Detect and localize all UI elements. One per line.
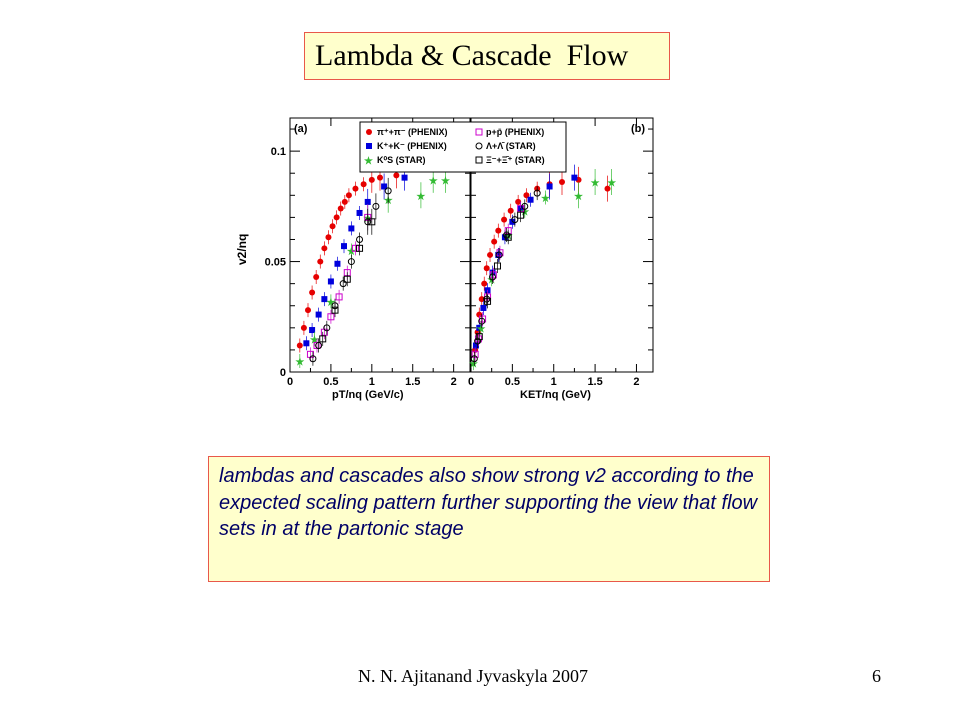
data-point — [515, 199, 521, 205]
x-tick-label: 0 — [467, 376, 475, 388]
x-axis-title-b: KET/nq (GeV) — [520, 389, 591, 401]
data-point: ★ — [440, 175, 450, 187]
data-point — [348, 225, 354, 231]
data-point — [334, 214, 340, 220]
data-point — [303, 340, 309, 346]
data-point — [393, 172, 399, 178]
note-text: lambdas and cascades also show strong v2 according to the expected scaling pattern further supporting the view that flow sets in at the partonic stage — [219, 465, 758, 540]
data-point: ★ — [476, 323, 486, 335]
data-point — [547, 183, 553, 189]
data-point: ★ — [416, 191, 426, 203]
data-point — [402, 175, 408, 181]
data-point — [338, 206, 344, 212]
y-tick-label: 0.1 — [270, 146, 286, 159]
data-point — [484, 265, 490, 271]
legend-label-pion: π⁺+π⁻ (PHENIX) — [377, 127, 448, 137]
data-point — [480, 305, 486, 311]
data-point — [297, 342, 303, 348]
data-point — [528, 197, 534, 203]
data-point: ★ — [607, 178, 617, 190]
data-point: ★ — [383, 195, 393, 207]
data-point — [309, 327, 315, 333]
page-number: 6 — [872, 666, 881, 686]
y-tick-label: 0 — [279, 367, 286, 379]
data-point — [321, 245, 327, 251]
x-axis-title-a: pT/nq (GeV/c) — [332, 389, 404, 401]
x-tick-label: 0.5 — [504, 376, 521, 388]
y-axis-title: v2/nq — [235, 233, 249, 265]
slide-title: Lambda & Cascade Flow — [315, 39, 629, 72]
data-point — [346, 192, 352, 198]
data-point — [330, 223, 336, 229]
data-point — [328, 278, 334, 284]
data-point — [301, 325, 307, 331]
data-point: ★ — [520, 206, 530, 218]
legend-marker-kaon — [366, 143, 372, 149]
data-point: ★ — [295, 356, 305, 368]
y-tick-label: 0.05 — [264, 256, 286, 269]
data-point — [491, 239, 497, 245]
legend-marker-pion — [366, 129, 372, 135]
data-point — [317, 259, 323, 265]
x-tick-label: 2 — [450, 376, 457, 388]
data-point — [334, 261, 340, 267]
data-point — [325, 234, 331, 240]
legend-label-proton: p+p̄ (PHENIX) — [486, 127, 545, 137]
data-point — [377, 175, 383, 181]
x-tick-label: 0 — [286, 376, 294, 388]
data-point: ★ — [326, 297, 336, 309]
data-point: ★ — [487, 275, 497, 287]
data-point — [369, 177, 375, 183]
panel-label-a: (a) — [294, 123, 308, 135]
data-point: ★ — [310, 334, 320, 346]
legend-marker-k0s: ★ — [364, 156, 373, 167]
data-point: ★ — [540, 193, 550, 205]
v2-scaling-figure — [228, 100, 674, 410]
legend-label-kaon: K⁺+K⁻ (PHENIX) — [377, 141, 447, 151]
footer-credit: N. N. Ajitanand Jyvaskyla 2007 — [358, 666, 588, 686]
panel-label-b: (b) — [631, 123, 646, 135]
x-tick-label: 1.5 — [405, 376, 421, 388]
data-point — [365, 199, 371, 205]
data-point: ★ — [428, 175, 438, 187]
x-tick-label: 0.5 — [323, 376, 339, 388]
data-point — [361, 181, 367, 187]
data-point: ★ — [503, 231, 513, 243]
x-tick-label: 2 — [633, 376, 640, 388]
data-point — [559, 179, 565, 185]
data-point: ★ — [363, 213, 373, 225]
data-point — [487, 252, 493, 258]
data-point — [316, 312, 322, 318]
legend-label-k0s: K⁰S (STAR) — [377, 155, 426, 165]
data-point — [501, 217, 507, 223]
data-point — [305, 307, 311, 313]
slide-title-box — [304, 32, 670, 80]
data-point: ★ — [590, 178, 600, 190]
x-tick-label: 1 — [368, 376, 375, 388]
data-point — [495, 228, 501, 234]
data-point — [508, 208, 514, 214]
data-point: ★ — [346, 246, 356, 258]
data-point — [352, 186, 358, 192]
data-point — [313, 274, 319, 280]
note-box — [208, 456, 770, 582]
data-point: ★ — [468, 359, 478, 371]
legend-label-lambda: Λ+Λ̄ (STAR) — [486, 141, 536, 151]
v2-plot-svg — [228, 100, 674, 410]
data-point — [342, 199, 348, 205]
data-point: ★ — [574, 191, 584, 203]
data-point — [571, 175, 577, 181]
data-point — [357, 210, 363, 216]
data-point — [309, 289, 315, 295]
x-tick-label: 1 — [550, 376, 557, 388]
legend-label-xi: Ξ⁻+Ξ̄⁺ (STAR) — [486, 155, 545, 165]
x-tick-label: 1.5 — [587, 376, 603, 388]
